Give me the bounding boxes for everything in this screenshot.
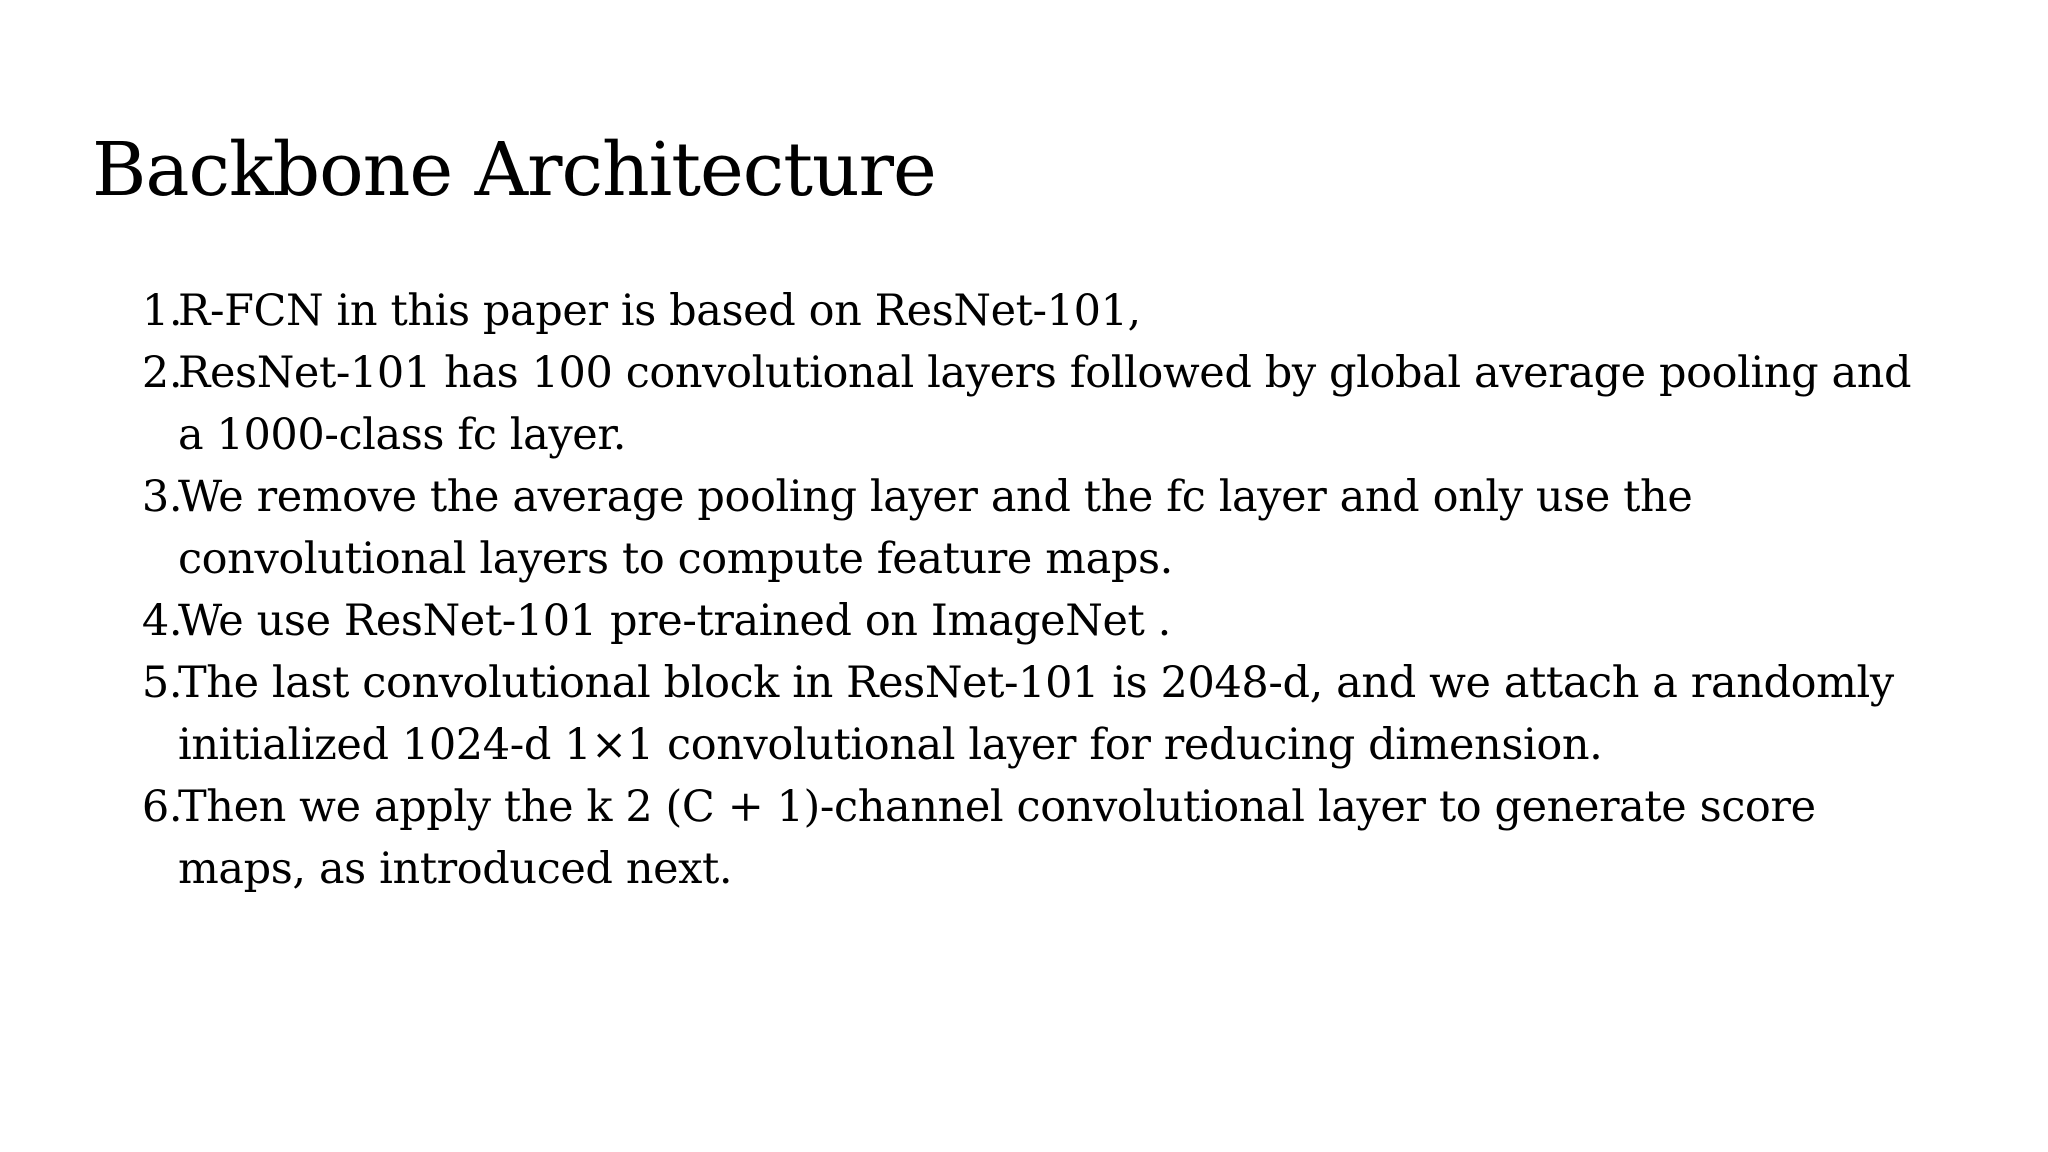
list-item-number: 6.	[141, 782, 183, 832]
list-item-number: 3.	[141, 472, 183, 522]
list-item-number: 2.	[141, 348, 183, 398]
slide-title: Backbone Architecture	[92, 127, 936, 213]
list-item-text: We use ResNet-101 pre-trained on ImageNet .	[178, 596, 1171, 646]
list-item-number: 1.	[141, 286, 183, 336]
list-item-text: Then we apply the k 2 (C + 1)-channel convolutional layer to generate score maps, as introduced next.	[178, 782, 1816, 894]
list-item	[92, 590, 1952, 652]
list-item-number: 4.	[141, 596, 183, 646]
list-item	[92, 280, 1952, 342]
list-item	[92, 466, 1952, 590]
list-item-text: R-FCN in this paper is based on ResNet-101,	[178, 286, 1141, 336]
list-item-number: 5.	[141, 658, 183, 708]
list-item-text: The last convolutional block in ResNet-101 is 2048-d, and we attach a randomly initialized 1024-d 1×1 convolutional layer for reducing dimension.	[178, 658, 1894, 770]
list-item-text: ResNet-101 has 100 convolutional layers followed by global average pooling and a 1000-class fc layer.	[178, 348, 1912, 460]
numbered-list	[92, 280, 1952, 900]
list-item-text: We remove the average pooling layer and the fc layer and only use the convolutional layers to compute feature maps.	[178, 472, 1693, 584]
list-item	[92, 342, 1952, 466]
list-item	[92, 776, 1952, 900]
list-item	[92, 652, 1952, 776]
